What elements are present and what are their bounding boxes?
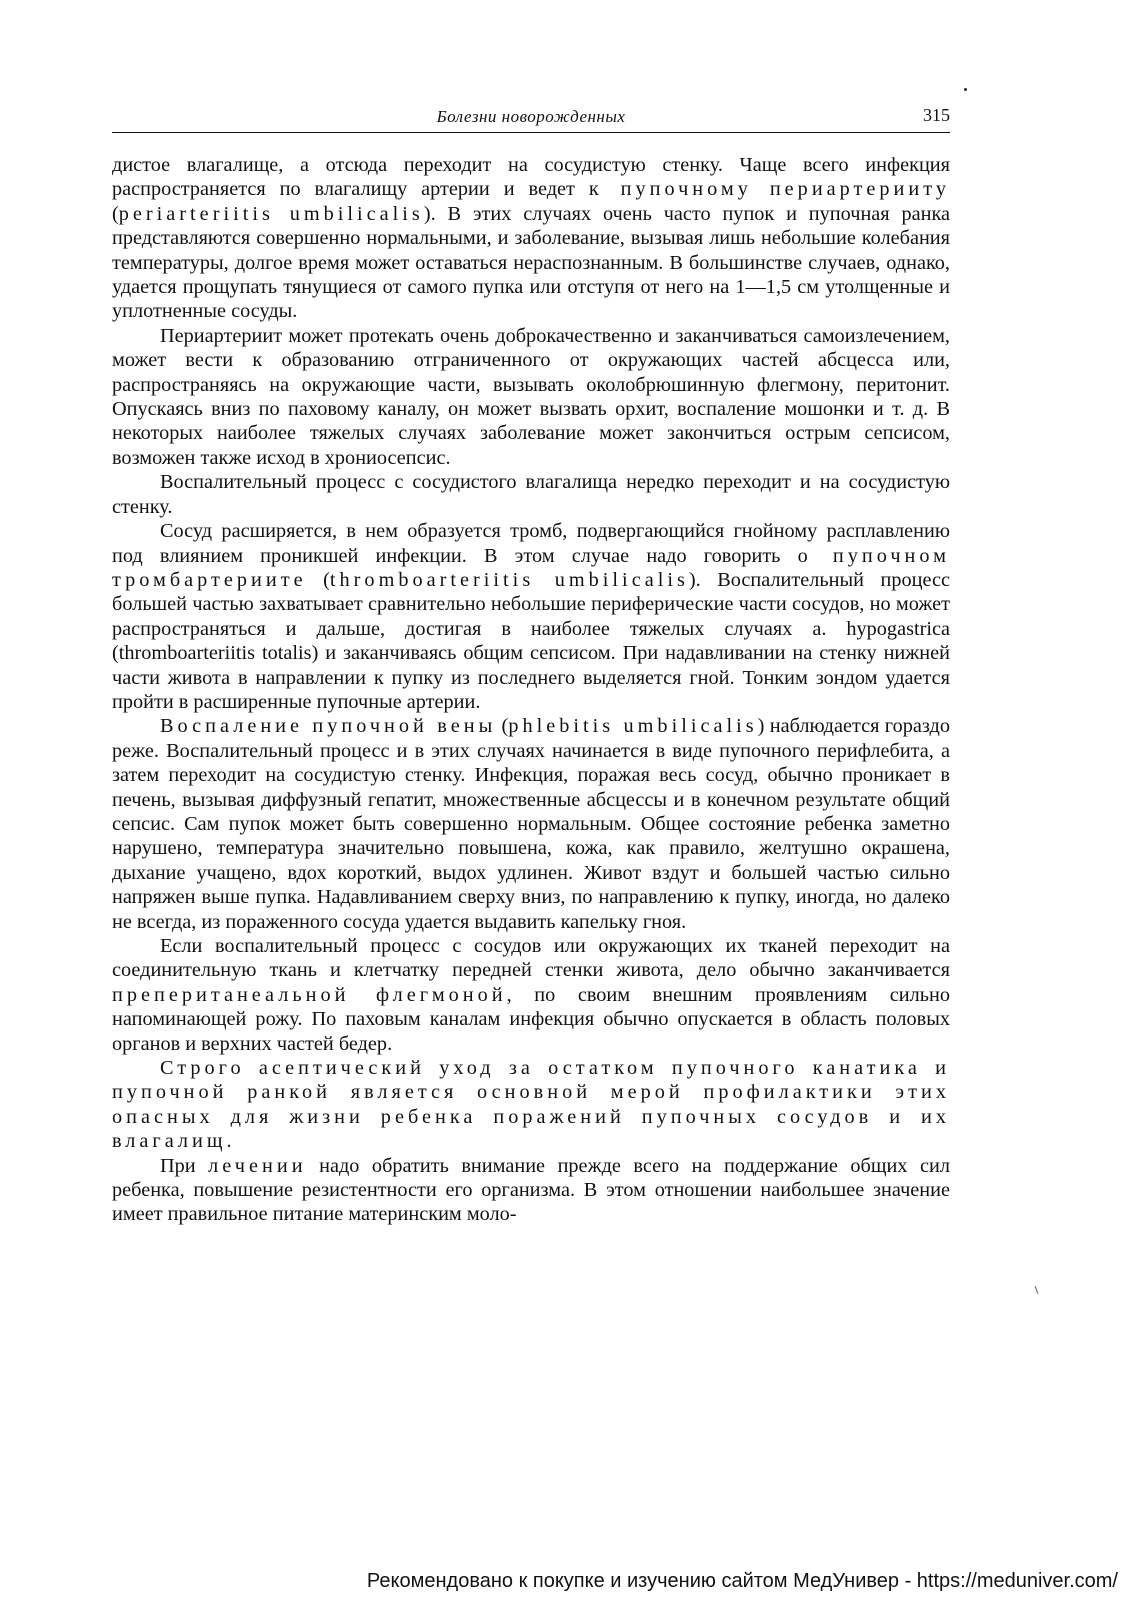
running-header bbox=[112, 104, 950, 133]
spaced-emphasis-text: phlebitis umbilicalis bbox=[508, 715, 758, 738]
paragraph bbox=[112, 470, 950, 519]
spaced-emphasis-text: лечении bbox=[208, 1154, 307, 1177]
paragraph-text: Сосуд расширяется, в нем образуется тромб, подвергающийся гнойному расплавлению под влиянием проникшей инфекции. В этом случае надо говорить bbox=[112, 520, 950, 567]
paragraph-text: , по своим внешним проявлениям сильно напоминающей рожу. По паховым каналам инфекция обычно опускается в область половых органов и верхних частей бедер. bbox=[112, 983, 950, 1055]
spaced-emphasis-text: к пупочному периартерииту bbox=[588, 178, 950, 201]
paragraph-text: ( bbox=[112, 202, 119, 225]
running-header-title: Болезни новорожденных bbox=[436, 107, 626, 126]
paragraph-text: Если воспалительный процесс с сосудов или окружающих их тканей переходит на соединительную ткань и клетчатку передней стенки живота, дело обычно заканчивается bbox=[112, 935, 950, 982]
paragraph-text: ). Воспалительный процесс большей частью захватывает сравнительно небольшие периферические части сосудов, но может распространяться и дальше, достигая в наиболее тяжелых случаях a. hypogastrica (thromboarteriitis totalis) и заканчиваясь общим сепсисом. При надавливании на стенку нижней части живота в направлении к пупку из последнего выделяется гной. Тонким зондом удается пройти в расширенные пупочные артерии. bbox=[112, 568, 950, 713]
footer-recommendation: Рекомендовано к покупке и изучению сайтом МедУнивер - https://meduniver.com/ bbox=[366, 1570, 1118, 1592]
paragraph-text: ). В этих случаях очень часто пупок и пупочная ранка представляются совершенно нормальными, и заболевание, вызывая лишь небольшие колебания температуры, долгое время может оставаться нераспознанным. В большинстве случаев, однако, удается прощупать тянущиеся от самого пупка или отступя от него на 1—1,5 см утолщенные и уплотненные сосуды. bbox=[112, 202, 950, 323]
scan-mark bbox=[1035, 1286, 1039, 1294]
paragraph bbox=[112, 714, 950, 934]
paragraph bbox=[112, 1154, 950, 1227]
paragraph bbox=[112, 519, 950, 714]
spaced-emphasis-text: periarteriitis umbilicalis bbox=[118, 202, 424, 225]
paragraph-text: ( bbox=[496, 715, 509, 738]
paragraph-text: ) наблюдается гораздо реже. Воспалительный процесс и в этих случаях начинается в виде пупочного перифлебита, а затем переходит на сосудистую стенку. Инфекция, поражая весь сосуд, обычно проникает в печень, вызывая диффузный гепатит, множественные абсцессы и в конечном результате общий сепсис. Сам пупок может быть совершенно нормальным. Общее состояние ребенка заметно нарушено, температура значительно повышена, кожа, как правило, желтушно окрашена, дыхание учащено, вдох короткий, выдох удлинен. Живот вздут и большей частью сильно напряжен выше пупка. Надавливанием сверху вниз, по направлению к пупку, иногда, но далеко не всегда, из пораженного сосуда удается выдавить капельку гноя. bbox=[112, 715, 950, 933]
body-text bbox=[112, 153, 950, 1227]
paragraph-text: ( bbox=[306, 568, 330, 591]
paragraph-text: При bbox=[160, 1154, 209, 1177]
paragraph bbox=[112, 1056, 950, 1154]
spaced-emphasis-text: Строго асептический уход за остатком пупочного канатика и пупочной ранкой является основной мерой профилактики этих опасных для жизни ребенка поражений пупочных сосудов и их влагалищ. bbox=[112, 1057, 950, 1153]
paragraph bbox=[112, 324, 950, 470]
paragraph-text: дистое влагалище, а отсюда переходит на сосудистую стенку. Чаще всего инфекция распространяется по влагалищу артерии и ведет bbox=[112, 154, 950, 201]
spaced-emphasis-text: Воспаление пупочной вены bbox=[160, 715, 497, 738]
spaced-emphasis-text: о пупочном тромбартериите bbox=[112, 544, 950, 591]
paragraph-text: Периартериит может протекать очень доброкачественно и заканчиваться самоизлечением, может вести к образованию отграниченного от окружающих частей абсцесса или, распространяясь на окружающие части, вызывать околобрюшинную флегмону, перитонит. Опускаясь вниз по паховому каналу, он может вызвать орхит, воспаление мошонки и т. д. В некоторых наиболее тяжелых случаях заболевание может закончиться острым сепсисом, возможен также исход в хрониосепсис. bbox=[112, 324, 950, 469]
page-number: 315 bbox=[923, 105, 950, 125]
paragraph bbox=[112, 153, 950, 324]
spaced-emphasis-text: препеританеальной флегмоной bbox=[112, 983, 507, 1006]
spaced-emphasis-text: thromboarteriitis umbilicalis bbox=[329, 568, 689, 591]
paragraph-text: надо обратить внимание прежде всего на поддержание общих сил ребенка, повышение резистентности его организма. В этом отношении наибольшее значение имеет правильное питание материнским моло- bbox=[112, 1154, 950, 1226]
scan-speck bbox=[964, 88, 967, 91]
paragraph-text: Воспалительный процесс с сосудистого влагалища нередко переходит и на сосудистую стенку. bbox=[112, 471, 950, 518]
paragraph bbox=[112, 934, 950, 1056]
